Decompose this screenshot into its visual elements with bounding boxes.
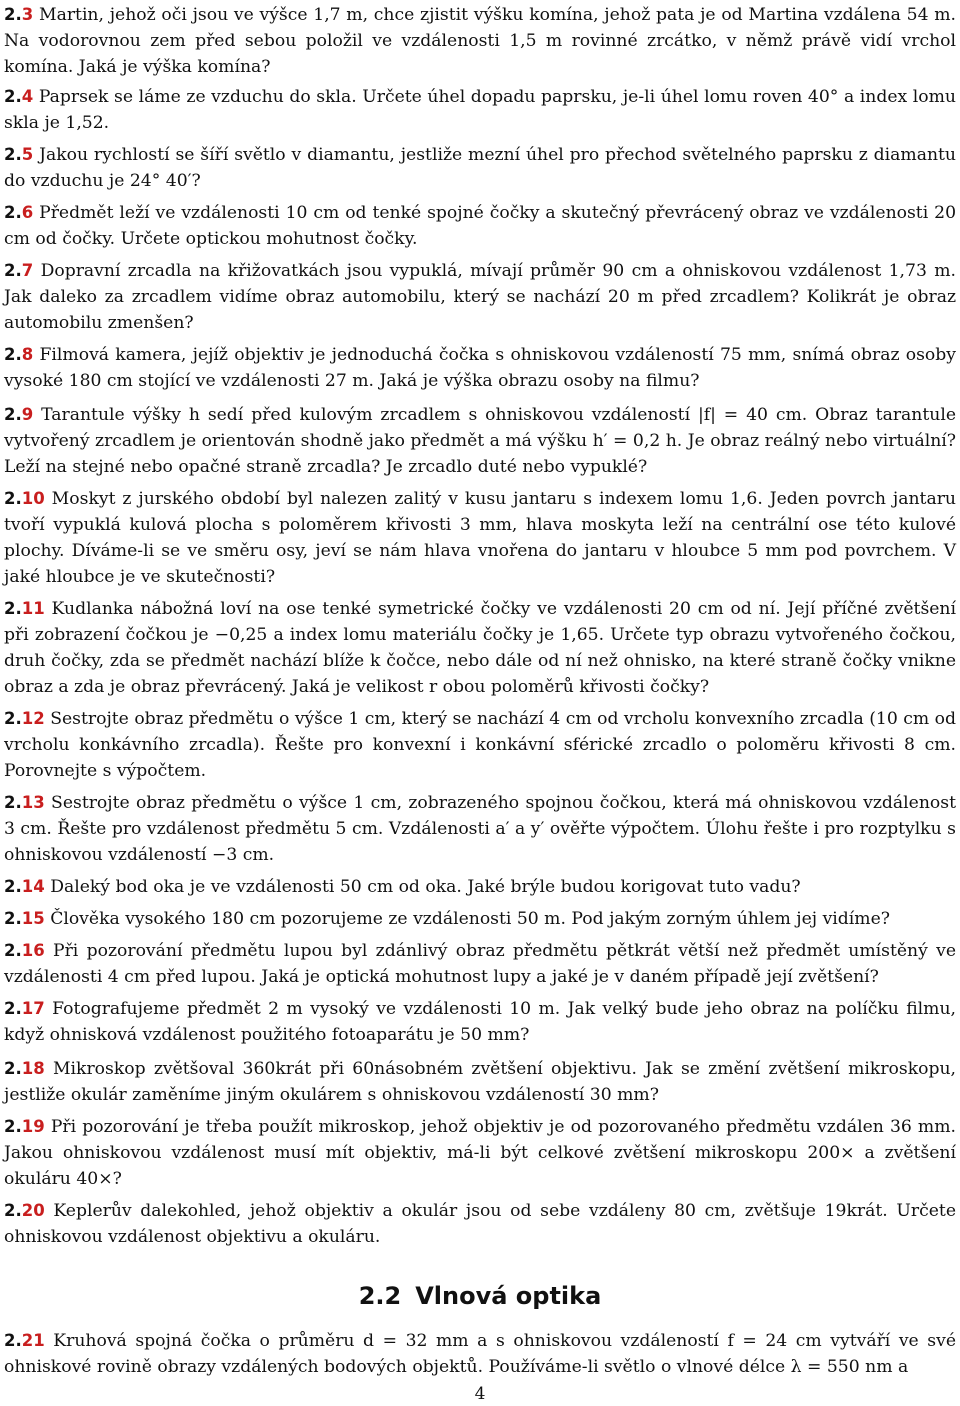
- problem-text: Tarantule výšky h sedí před kulovým zrcadlem s ohniskovou vzdáleností |f| = 40 cm. Obraz tarantule vytvořený zrcadlem je orientován shodně jako předmět a má výšku h′ = 0,2 h. Je obraz reálný nebo virtuální? Leží na stejné nebo opačné straně zrcadla? Je zrcadlo duté nebo vypuklé?: [4, 405, 956, 477]
- problem-number: 2.11: [4, 599, 45, 618]
- problem-text: Jakou rychlostí se šíří světlo v diamantu, jestliže mezní úhel pro přechod světelného paprsku z diamantu do vzduchu je 24° 40′?: [4, 145, 956, 191]
- problem-number: 2.3: [4, 5, 34, 24]
- problem-text: Člověka vysokého 180 cm pozorujeme ze vzdálenosti 50 m. Pod jakým zorným úhlem jej vidíme?: [50, 909, 890, 929]
- problem-text: Kruhová spojná čočka o průměru d = 32 mm a s ohniskovou vzdáleností f = 24 cm vytváří ve své ohniskové rovině obrazy vzdálených bodových objektů. Používáme-li světlo o vlnové délce λ = 550 nm a: [4, 1331, 956, 1377]
- problem-text: Moskyt z jurského období byl nalezen zalitý v kusu jantaru s indexem lomu 1,6. Jeden povrch jantaru tvoří vypuklá kulová plocha s poloměrem křivosti 3 mm, hlava moskyta leží na centrální ose této kulové plochy. Díváme-li se ve směru osy, jeví se nám hlava vnořena do jantaru v hloubce 5 mm pod povrchem. V jaké hloubce je ve skutečnosti?: [4, 489, 956, 587]
- problem-number: 2.21: [4, 1331, 45, 1350]
- problem-number: 2.17: [4, 999, 45, 1018]
- problem-text: Sestrojte obraz předmětu o výšce 1 cm, který se nachází 4 cm od vrcholu konvexního zrcadla (10 cm od vrcholu konkávního zrcadla). Řešte pro konvexní i konkávní sférické zrcadlo o poloměru křivosti 8 cm. Porovnejte s výpočtem.: [4, 709, 956, 781]
- problem-number: 2.14: [4, 877, 45, 896]
- problem-number: 2.10: [4, 489, 45, 508]
- problem-2-9: [4, 402, 956, 480]
- problem-2-5: [4, 142, 956, 194]
- problem-number: 2.13: [4, 793, 45, 812]
- problem-text: Dopravní zrcadla na křižovatkách jsou vypuklá, mívají průměr 90 cm a ohniskovou vzdálenost 1,73 m. Jak daleko za zrcadlem vidíme obraz automobilu, který se nachází 20 m před zrcadlem? Kolikrát je obraz automobilu zmenšen?: [4, 261, 956, 333]
- section-title: Vlnová optika: [415, 1282, 602, 1310]
- problem-number: 2.16: [4, 941, 45, 960]
- problem-text: Kudlanka nábožná loví na ose tenké symetrické čočky ve vzdálenosti 20 cm od ní. Její příčné zvětšení při zobrazení čočkou je −0,25 a index lomu materiálu čočky je 1,65. Určete typ obrazu vytvořeného čočkou, druh čočky, zda se předmět nachází blíže k čočce, nebo dále od ní než ohnisko, na které straně čočky vnikne obraz a zda je obraz převrácený. Jaká je velikost r obou poloměrů křivosti čočky?: [4, 599, 956, 697]
- problem-2-6: [4, 200, 956, 252]
- problem-text: Paprsek se láme ze vzduchu do skla. Určete úhel dopadu paprsku, je-li úhel lomu roven 40° a index lomu skla je 1,52.: [4, 87, 956, 133]
- section-number: 2.2: [358, 1282, 402, 1310]
- problem-2-19: [4, 1114, 956, 1192]
- problem-number: 2.4: [4, 87, 34, 106]
- problem-number: 2.8: [4, 345, 34, 364]
- problem-text: Martin, jehož oči jsou ve výšce 1,7 m, chce zjistit výšku komína, jehož pata je od Martina vzdálena 54 m. Na vodorovnou zem před sebou položil ve vzdálenosti 1,5 m rovinné zrcátko, v němž právě vidí vrchol komína. Jaká je výška komína?: [4, 5, 956, 77]
- problem-number: 2.5: [4, 145, 34, 164]
- problem-text: Mikroskop zvětšoval 360krát při 60násobném zvětšení objektivu. Jak se změní zvětšení mikroskopu, jestliže okulár zaměníme jiným okulárem s ohniskovou vzdáleností 30 mm?: [4, 1059, 957, 1105]
- problem-2-13: [4, 790, 956, 868]
- problem-2-21: [4, 1328, 956, 1380]
- problem-number: 2.9: [4, 405, 34, 424]
- problem-2-16: [4, 938, 956, 990]
- problem-text: Filmová kamera, jejíž objektiv je jednoduchá čočka s ohniskovou vzdáleností 75 mm, snímá obraz osoby vysoké 180 cm stojící ve vzdálenosti 27 m. Jaká je výška obrazu osoby na filmu?: [4, 345, 956, 391]
- problem-text: Při pozorování předmětu lupou byl zdánlivý obraz předmětu pětkrát větší než předmět umístěný ve vzdálenosti 4 cm před lupou. Jaká je optická mohutnost lupy a jaké je v daném případě její zvětšení?: [4, 941, 957, 987]
- problem-2-14: [4, 874, 956, 900]
- problem-text: Keplerův dalekohled, jehož objektiv a okulár jsou od sebe vzdáleny 80 cm, zvětšuje 19krát. Určete ohniskovou vzdálenost objektivu a okuláru.: [4, 1201, 956, 1247]
- problem-text: Sestrojte obraz předmětu o výšce 1 cm, zobrazeného spojnou čočkou, která má ohniskovou vzdálenost 3 cm. Řešte pro vzdálenost předmětu 5 cm. Vzdálenosti a′ a y′ ověřte výpočtem. Úlohu řešte i pro rozptylku s ohniskovou vzdáleností −3 cm.: [4, 793, 956, 865]
- problem-2-3: [4, 2, 956, 80]
- problem-text: Při pozorování je třeba použít mikroskop, jehož objektiv je od pozorovaného předmětu vzdálen 36 mm. Jakou ohniskovou vzdálenost musí mít objektiv, má-li být celkové zvětšení mikroskopu 200× a zvětšení okuláru 40×?: [4, 1117, 956, 1189]
- problem-2-7: [4, 258, 956, 336]
- problem-2-18: [4, 1056, 956, 1108]
- problem-2-17: [4, 996, 956, 1048]
- problem-2-20: [4, 1198, 956, 1250]
- problem-2-4: [4, 84, 956, 136]
- problem-number: 2.19: [4, 1117, 45, 1136]
- problem-2-15: [4, 906, 956, 932]
- section-heading: [4, 1280, 956, 1312]
- problem-text: Předmět leží ve vzdálenosti 10 cm od tenké spojné čočky a skutečný převrácený obraz ve vzdálenosti 20 cm od čočky. Určete optickou mohutnost čočky.: [4, 203, 956, 249]
- problem-number: 2.6: [4, 203, 34, 222]
- problem-2-10: [4, 486, 956, 590]
- page-number: 4: [474, 1384, 486, 1404]
- problem-number: 2.12: [4, 709, 45, 728]
- problem-text: Daleký bod oka je ve vzdálenosti 50 cm od oka. Jaké brýle budou korigovat tuto vadu?: [50, 877, 801, 897]
- problem-2-12: [4, 706, 956, 784]
- problem-number: 2.18: [4, 1059, 45, 1078]
- problem-number: 2.7: [4, 261, 34, 280]
- problem-number: 2.15: [4, 909, 45, 928]
- problem-2-11: [4, 596, 956, 700]
- problem-2-8: [4, 342, 956, 394]
- problem-number: 2.20: [4, 1201, 45, 1220]
- problem-text: Fotografujeme předmět 2 m vysoký ve vzdálenosti 10 m. Jak velký bude jeho obraz na políčku filmu, když ohnisková vzdálenost použitého fotoaparátu je 50 mm?: [4, 999, 956, 1045]
